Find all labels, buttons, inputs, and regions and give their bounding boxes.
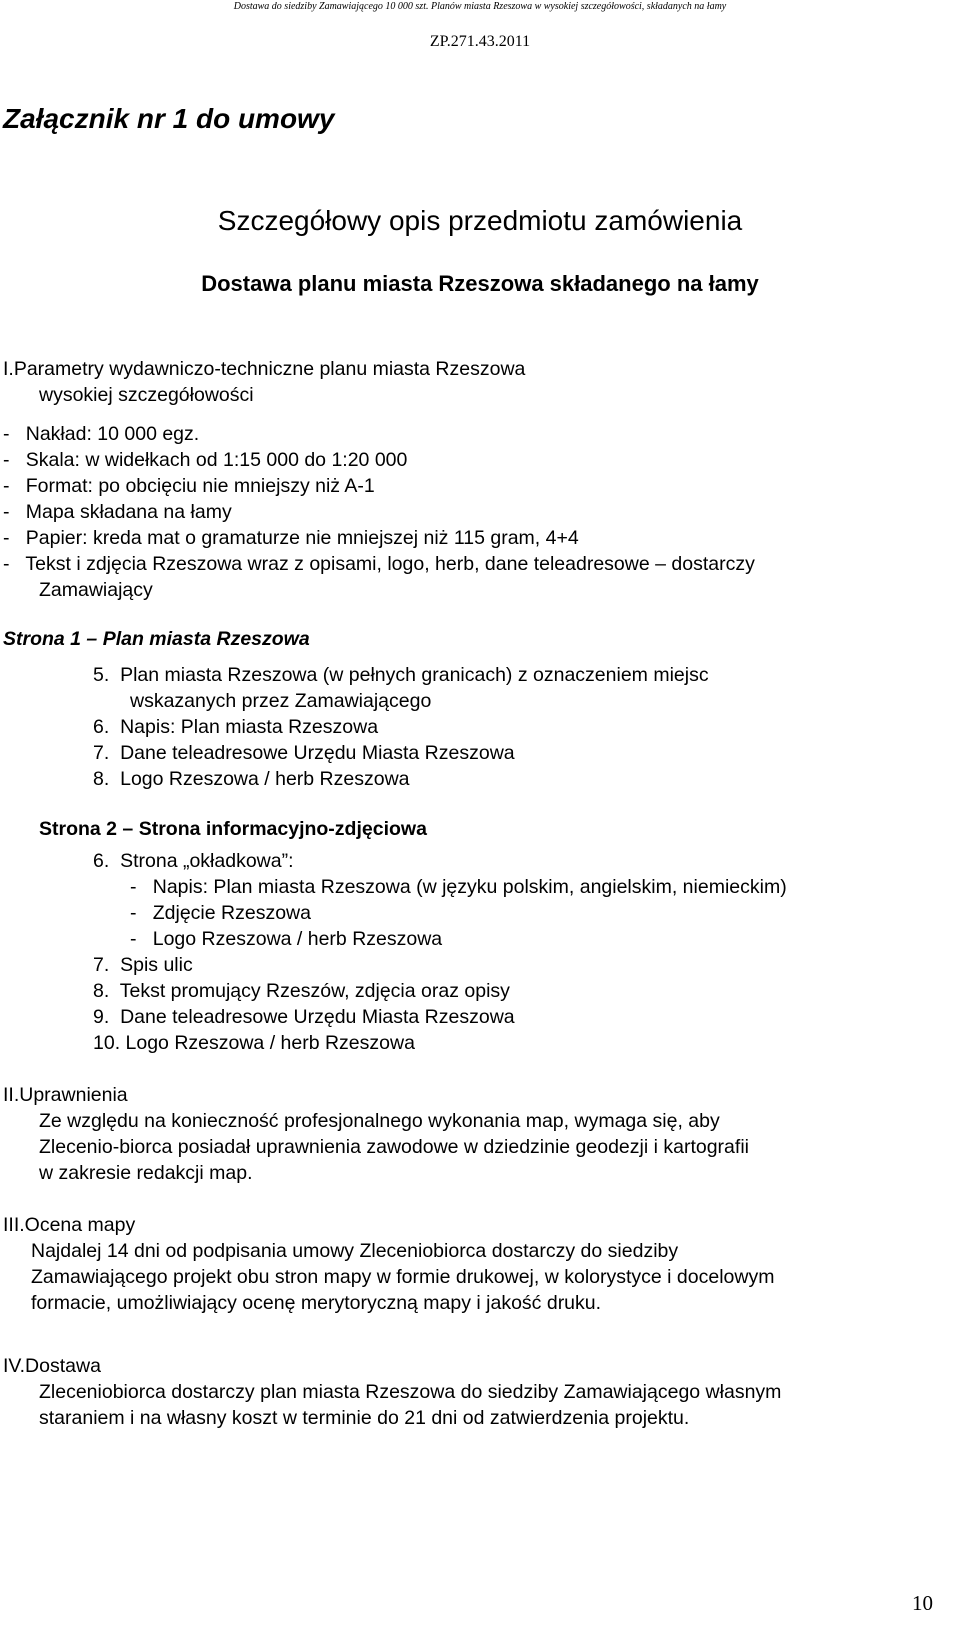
section-3-heading: III.Ocena mapy bbox=[3, 1214, 136, 1236]
document-title: Szczegółowy opis przedmiotu zamówienia bbox=[217, 205, 743, 236]
list-item: - Mapa składana na łamy bbox=[3, 501, 232, 523]
list-subitem: - Zdjęcie Rzeszowa bbox=[130, 902, 311, 924]
paragraph-line: Zamawiającego projekt obu stron mapy w formie drukowej, w kolorystyce i docelowym bbox=[31, 1266, 775, 1288]
list-item: - Format: po obcięciu nie mniejszy niż A-1 bbox=[3, 475, 375, 497]
section-1-heading-cont: wysokiej szczegółowości bbox=[39, 384, 254, 406]
paragraph-line: Zlecenio-biorca posiadał uprawnienia zawodowe w dziedzinie geodezji i kartografii bbox=[39, 1136, 749, 1158]
list-item: 7. Spis ulic bbox=[93, 954, 193, 976]
paragraph-line: w zakresie redakcji map. bbox=[39, 1162, 253, 1184]
list-item: 7. Dane teleadresowe Urzędu Miasta Rzeszowa bbox=[93, 742, 515, 764]
header-title: Dostawa do siedziby Zamawiającego 10 000 szt. Planów miasta Rzeszowa w wysokiej szczegółowości, składanych na łamy bbox=[233, 1, 727, 12]
list-item: - Papier: kreda mat o gramaturze nie mniejszej niż 115 gram, 4+4 bbox=[3, 527, 579, 549]
list-item-cont: wskazanych przez Zamawiającego bbox=[130, 690, 432, 712]
paragraph-line: formacie, umożliwiający ocenę merytoryczną mapy i jakość druku. bbox=[31, 1292, 602, 1314]
header-reference: ZP.271.43.2011 bbox=[429, 33, 531, 50]
list-item: 8. Logo Rzeszowa / herb Rzeszowa bbox=[93, 768, 410, 790]
section-4-heading: IV.Dostawa bbox=[3, 1355, 101, 1377]
list-subitem: - Napis: Plan miasta Rzeszowa (w języku polskim, angielskim, niemieckim) bbox=[130, 876, 787, 898]
list-item: - Nakład: 10 000 egz. bbox=[3, 423, 200, 445]
list-item: 5. Plan miasta Rzeszowa (w pełnych granicach) z oznaczeniem miejsc bbox=[93, 664, 709, 686]
paragraph-line: Ze względu na konieczność profesjonalnego wykonania map, wymaga się, aby bbox=[39, 1110, 720, 1132]
list-item: - Tekst i zdjęcia Rzeszowa wraz z opisami, logo, herb, dane teleadresowe – dostarczy bbox=[3, 553, 755, 575]
section-1-heading: I.Parametry wydawniczo-techniczne planu miasta Rzeszowa bbox=[3, 358, 526, 380]
paragraph-line: Najdalej 14 dni od podpisania umowy Zleceniobiorca dostarczy do siedziby bbox=[31, 1240, 679, 1262]
page-1-heading: Strona 1 – Plan miasta Rzeszowa bbox=[3, 628, 310, 650]
list-item: 6. Strona „okładkowa”: bbox=[93, 850, 294, 872]
list-item: 6. Napis: Plan miasta Rzeszowa bbox=[93, 716, 379, 738]
section-2-heading: II.Uprawnienia bbox=[3, 1084, 128, 1106]
list-item-cont: Zamawiający bbox=[39, 579, 153, 601]
list-item: 10. Logo Rzeszowa / herb Rzeszowa bbox=[93, 1032, 415, 1054]
paragraph-line: Zleceniobiorca dostarczy plan miasta Rzeszowa do siedziby Zamawiającego własnym bbox=[39, 1381, 782, 1403]
page-number: 10 bbox=[912, 1591, 933, 1615]
list-item: 9. Dane teleadresowe Urzędu Miasta Rzeszowa bbox=[93, 1006, 515, 1028]
page-2-heading: Strona 2 – Strona informacyjno-zdjęciowa bbox=[39, 818, 427, 840]
attachment-label: Załącznik nr 1 do umowy bbox=[3, 103, 335, 134]
paragraph-line: staraniem i na własny koszt w terminie do 21 dni od zatwierdzenia projektu. bbox=[39, 1407, 690, 1429]
list-subitem: - Logo Rzeszowa / herb Rzeszowa bbox=[130, 928, 443, 950]
list-item: 8. Tekst promujący Rzeszów, zdjęcia oraz opisy bbox=[93, 980, 510, 1002]
document-subtitle: Dostawa planu miasta Rzeszowa składanego na łamy bbox=[201, 271, 759, 296]
list-item: - Skala: w widełkach od 1:15 000 do 1:20 000 bbox=[3, 449, 408, 471]
